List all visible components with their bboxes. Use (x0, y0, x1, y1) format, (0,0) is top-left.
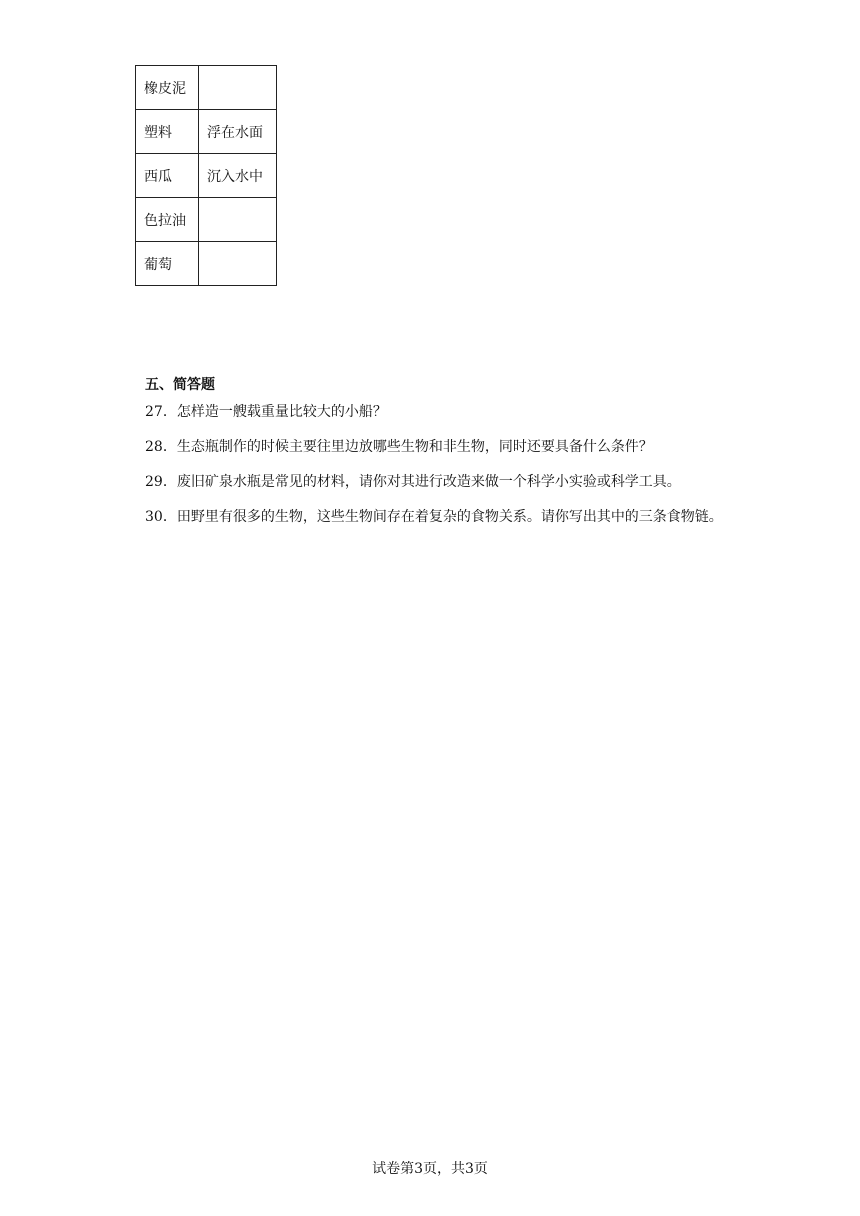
material-cell: 塑料 (136, 110, 199, 154)
table-row (136, 110, 277, 154)
result-cell (199, 66, 277, 110)
table-row (136, 242, 277, 286)
table-row (136, 66, 277, 110)
material-cell: 葡萄 (136, 242, 199, 286)
table-row (136, 154, 277, 198)
page-footer: 试卷第3页，共3页 (372, 1161, 488, 1177)
section-title: 五、简答题 (145, 377, 215, 393)
material-cell: 西瓜 (136, 154, 199, 198)
result-cell (199, 242, 277, 286)
question-29: 29．废旧矿泉水瓶是常见的材料，请你对其进行改造来做一个科学小实验或科学工具。 (145, 474, 681, 490)
material-cell: 色拉油 (136, 198, 199, 242)
question-28: 28．生态瓶制作的时候主要往里边放哪些生物和非生物，同时还要具备什么条件？ (145, 439, 653, 455)
result-cell (199, 198, 277, 242)
observation-table (135, 65, 277, 286)
result-cell: 沉入水中 (199, 154, 277, 198)
result-cell: 浮在水面 (199, 110, 277, 154)
question-30: 30．田野里有很多的生物，这些生物间存在着复杂的食物关系。请你写出其中的三条食物链。 (145, 509, 723, 525)
material-cell: 橡皮泥 (136, 66, 199, 110)
question-27: 27．怎样造一艘载重量比较大的小船？ (145, 404, 387, 420)
table-row (136, 198, 277, 242)
